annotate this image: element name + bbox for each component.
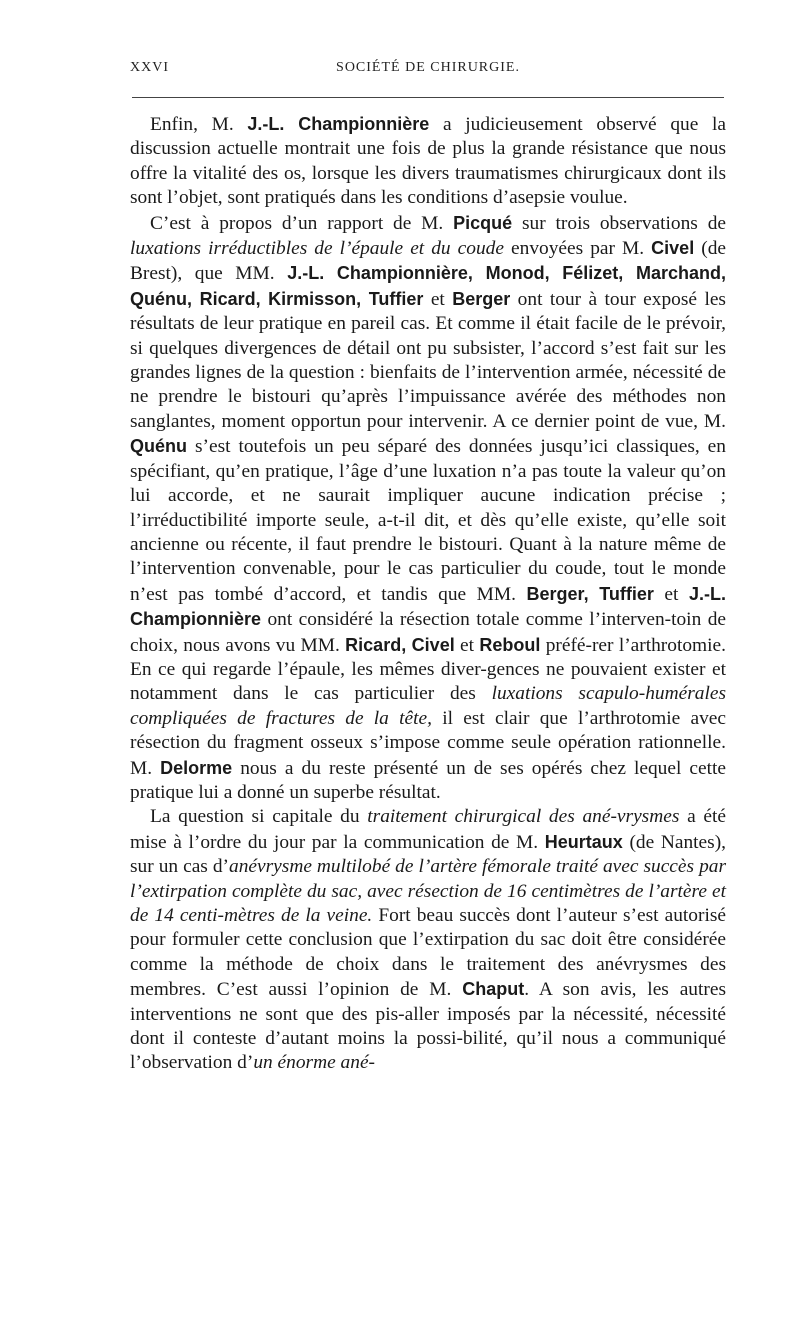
text-run: La question si capitale du xyxy=(150,806,368,828)
author-name: Reboul xyxy=(479,634,541,655)
text-run: nous a du reste présenté un de ses opérés chez lequel cette pratique lui a donné un superbe résultat. xyxy=(130,757,726,803)
text-run: Enfin, M. xyxy=(150,114,248,135)
author-name: Quénu xyxy=(130,436,187,457)
italic-title: traitement chirurgical des ané-vrysmes xyxy=(367,806,680,828)
text-run: il est clair que l’arthrotomie avec résection du fragment osseux s’impose comme seule opération rationnelle. M. xyxy=(130,707,726,779)
running-title: SOCIÉTÉ DE CHIRURGIE. xyxy=(336,60,520,75)
page-number: XXVI xyxy=(130,60,169,75)
author-name: Berger xyxy=(452,288,511,309)
italic-title: luxations irréductibles de l’épaule et du coude xyxy=(130,238,504,260)
author-name: Picqué xyxy=(453,212,513,233)
text-run: et xyxy=(423,288,453,310)
author-name: Civel xyxy=(651,238,695,259)
paragraph-3 xyxy=(130,805,726,1075)
italic-title: anévrysme multilobé de l’artère fémorale traité avec succès par l’extirpation complète du sac, avec résection de 16 centimètres de l’artère et de 14 centi-mètres de la veine. xyxy=(130,856,727,926)
author-name: Delorme xyxy=(160,757,233,778)
text-run: s’est toutefois un peu séparé des données jusqu’ici classiques, en spécifiant, qu’en pratique, l’âge d’une luxation n’a pas toute la valeur qu’on lui accorde, et ne saurait impliquer aucune indication précise ; l’irréductibilité importe seule, a-t-il dit, et dès qu’elle existe, qu’elle soit ancienne ou récente, il faut prendre le bistouri. Quant à la nature même de l’intervention convenable, pour le cas particulier du coude, tout le monde n’est pas tombé d’accord, et tandis que MM. xyxy=(130,436,726,605)
author-name: J.-L. Championnière xyxy=(247,114,430,134)
paragraph-1 xyxy=(130,112,726,211)
author-name: J.-L. Championnière xyxy=(130,583,726,630)
author-name: Chaput xyxy=(462,979,525,1000)
author-name: Heurtaux xyxy=(544,831,623,852)
text-run: a été mise à l’ordre du jour par la communication de M. xyxy=(130,806,726,853)
text-run: sur trois observations de xyxy=(512,212,726,234)
text-run: ont considéré la résection totale comme l’interven-toin de choix, nous avons vu MM. xyxy=(130,609,726,656)
text-run: et xyxy=(454,634,480,656)
text-run: envoyées par M. xyxy=(503,238,652,260)
text-run: a judicieusement observé que la discussion actuelle montrait une fois de plus la grande résistance que nous offre la vitalité des os, lorsque les divers traumatismes chirurgicaux dont ils sont l’objet, sont pratiqués dans les conditions d’asepsie voulue. xyxy=(130,114,727,209)
body-text xyxy=(130,112,726,1076)
running-header xyxy=(130,60,726,84)
italic-title: un énorme ané- xyxy=(253,1052,376,1074)
text-run: ont tour à tour exposé les résultats de leur pratique en pareil cas. Et comme il était facile de le prévoir, si quelques divergences de détail ont pu subsister, l’accord s’est fait sur les grandes lignes de la question : bienfaits de l’intervention armée, nécessité de ne prendre le bistouri qu’après l’impuissance avérée des méthodes non sanglantes, moment opportun pour intervenir. A ce dernier point de vue, M. xyxy=(130,288,726,432)
author-name: Ricard, Civel xyxy=(345,634,455,655)
text-run: . A son avis, les autres interventions ne sont que des pis-aller imposés par la nécessité, nécessité dont il conteste d’autant moins la possi-bilité, qu’il nous a communiqué l’observation d’ xyxy=(130,979,726,1074)
text-run: C’est à propos d’un rapport de M. xyxy=(150,212,454,234)
text-run: (de Nantes), sur un cas d’ xyxy=(130,831,727,878)
header-rule xyxy=(132,97,724,98)
italic-title: luxations scapulo-humérales compliquées de fractures de la tête, xyxy=(130,683,726,729)
paragraph-2 xyxy=(130,211,726,806)
text-run: préfé-rer l’arthrotomie. En ce qui regarde l’épaule, les mêmes diver-gences ne pouvaient exister et notamment dans le cas particulier des xyxy=(130,634,726,705)
text-run: et xyxy=(653,583,689,605)
text-run: Fort beau succès dont l’auteur s’est autorisé pour formuler cette conclusion que l’extirpation du sac doit être considérée comme la méthode de choix dans le traitement des anévrysmes des membres. C’est aussi l’opinion de M. xyxy=(130,905,726,1001)
text-run: (de Brest), que MM. xyxy=(130,238,727,285)
author-name: Berger, Tuffier xyxy=(526,583,654,604)
author-name: J.-L. Championnière, Monod, Félizet, Marchand, Quénu, Ricard, Kirmisson, Tuffier xyxy=(130,263,726,309)
